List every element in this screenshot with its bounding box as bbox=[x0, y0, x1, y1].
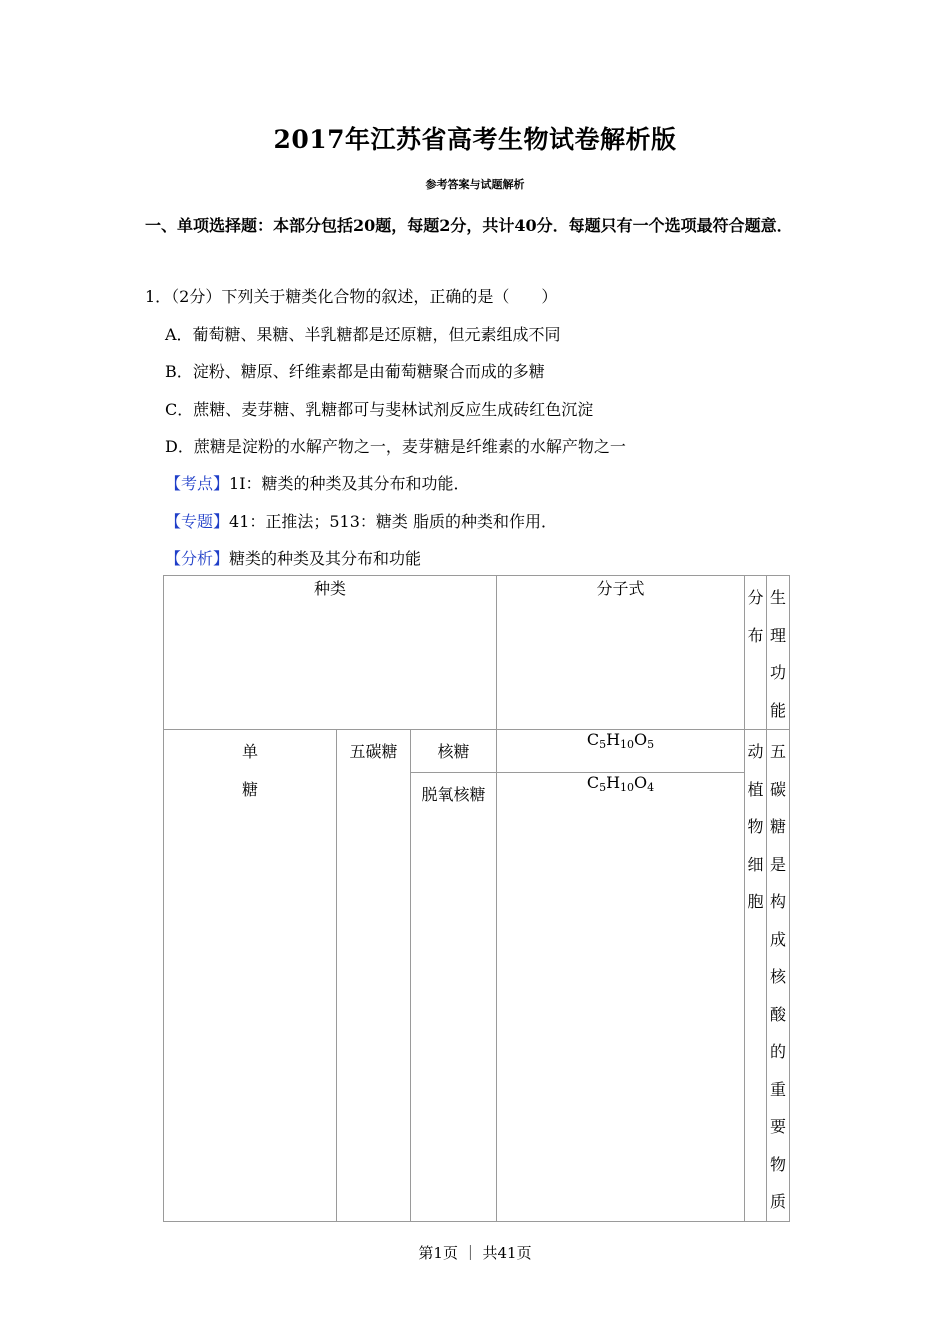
formula-ribose: $C_5H_{10}O_5$ bbox=[497, 730, 745, 773]
sugar-name-deoxyribose: 脱氧核糖 bbox=[411, 773, 497, 1222]
distribution-cell: 动 植 物 细 胞 bbox=[745, 730, 767, 1222]
kaodian-text: 1I：糖类的种类及其分布和功能． bbox=[229, 474, 470, 493]
header-function bbox=[767, 576, 790, 730]
kaodian-line bbox=[165, 471, 470, 494]
sugar-table bbox=[163, 575, 790, 1222]
page-footer: 第1页 ｜ 共41页 bbox=[418, 1244, 532, 1262]
option-d: D．蔗糖是淀粉的水解产物之一，麦芽糖是纤维素的水解产物之一 bbox=[165, 437, 626, 456]
header-function-char: 理 bbox=[770, 625, 787, 645]
fenxi-line bbox=[165, 546, 421, 569]
document-title: 2017年江苏省高考生物试卷解析版 bbox=[273, 125, 677, 154]
header-distribution-char: 分 bbox=[747, 588, 764, 607]
category-char: 单 bbox=[241, 742, 258, 761]
zhuanti-text: 41：正推法；513：糖类 脂质的种类和作用． bbox=[229, 512, 558, 531]
section-heading: 一、单项选择题：本部分包括20题，每题2分，共计40分．每题只有一个选项最符合题意． bbox=[145, 216, 793, 235]
header-distribution-char: 布 bbox=[747, 625, 764, 645]
zhuanti-label: 【专题】 bbox=[165, 512, 230, 531]
subcategory-cell: 五碳糖 bbox=[337, 730, 411, 1222]
zhuanti-line bbox=[165, 509, 557, 532]
header-formula: 分子式 bbox=[497, 576, 745, 730]
category-cell bbox=[164, 730, 337, 1222]
header-function-char: 能 bbox=[770, 700, 787, 720]
fenxi-text: 糖类的种类及其分布和功能 bbox=[229, 549, 422, 568]
header-distribution bbox=[745, 576, 767, 730]
option-b: B．淀粉、糖原、纤维素都是由葡萄糖聚合而成的多糖 bbox=[165, 362, 545, 381]
function-cell: 五 碳 糖 是 构 成 核 酸 的 重 要 物 质 bbox=[767, 730, 790, 1222]
category-char: 糖 bbox=[241, 779, 258, 799]
formula-deoxyribose: $C_5H_{10}O_4$ bbox=[497, 773, 745, 1222]
header-function-char: 生 bbox=[770, 588, 787, 607]
option-a: A．葡萄糖、果糖、半乳糖都是还原糖，但元素组成不同 bbox=[165, 325, 561, 344]
option-c: C．蔗糖、麦芽糖、乳糖都可与斐林试剂反应生成砖红色沉淀 bbox=[165, 400, 594, 419]
question-stem: 1．（2分）下列关于糖类化合物的叙述，正确的是（ ） bbox=[145, 287, 558, 306]
sugar-name-ribose: 核糖 bbox=[411, 730, 497, 773]
kaodian-label: 【考点】 bbox=[165, 474, 230, 493]
header-function-char: 功 bbox=[770, 663, 787, 682]
header-type: 种类 bbox=[164, 576, 497, 730]
fenxi-label: 【分析】 bbox=[165, 549, 230, 568]
document-subtitle: 参考答案与试题解析 bbox=[425, 178, 525, 191]
